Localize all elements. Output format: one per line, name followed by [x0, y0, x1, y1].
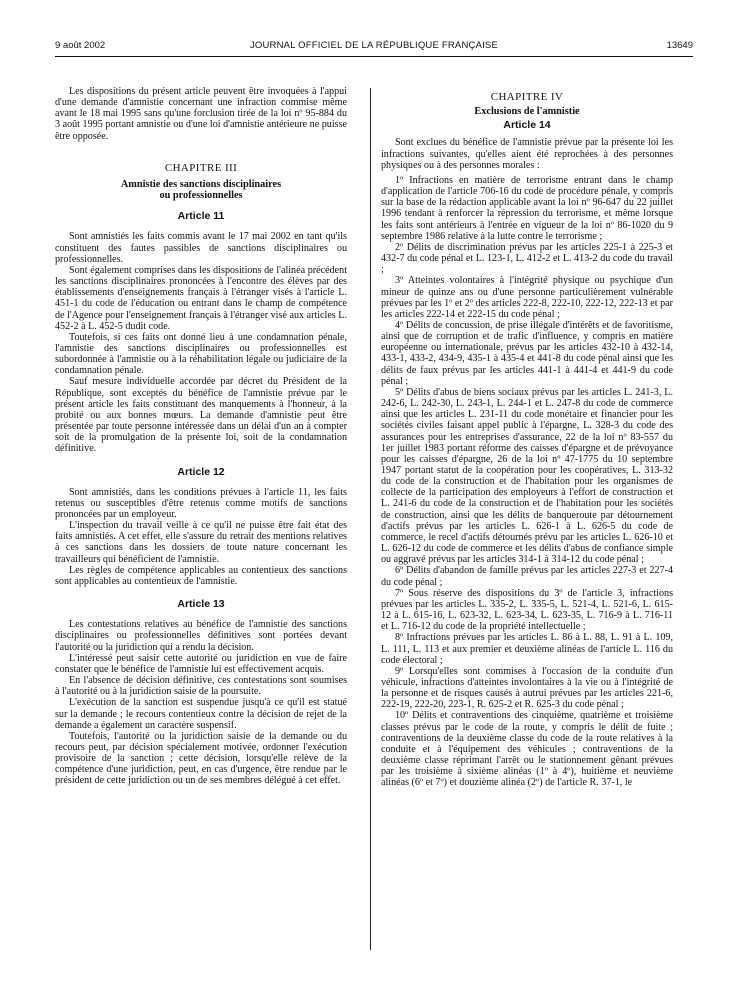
chapter-3-heading: CHAPITRE III	[164, 161, 238, 174]
chapter-4-subtitle: Exclusions de l'amnistie	[474, 106, 580, 118]
article-14-paragraph: Sont exclues du bénéfice de l'amnistie prévue par la présente loi les infractions suivantes, qu'elles aient été reprochées à des personnes physiques ou à des personnes morales :	[381, 137, 673, 171]
chapter-4-heading: CHAPITRE IV	[490, 91, 564, 103]
article-13-heading: Article 13	[177, 598, 225, 611]
page-number: 13649	[666, 40, 693, 51]
article-11-heading: Article 11	[177, 210, 225, 223]
article-14-item: 3º Atteintes volontaires à l'intégrité physique ou psychique d'un mineur de quinze ans ou d'une personne particulièrement vulnérable prévues par les 1º et 2º des articles 222-8, 222-10, 222-12, 222-13 et par les articles 222-14 et 222-15 du code pénal ;	[381, 275, 673, 320]
chapter-3-subtitle-line-2: ou professionnelles	[159, 190, 243, 202]
page-header	[55, 40, 693, 56]
article-12-heading: Article 12	[177, 465, 225, 478]
right-column	[381, 92, 673, 789]
journal-title: JOURNAL OFFICIEL DE LA RÉPUBLIQUE FRANÇAISE	[249, 40, 499, 51]
header-rule	[55, 56, 693, 57]
article-12-paragraph: Les règles de compétence applicables au contentieux des sanctions sont applicables au contentieux de l'amnistie.	[55, 564, 347, 587]
left-column	[55, 86, 347, 787]
article-14-item: 7º Sous réserve des dispositions du 3º de l'article 3, infractions prévues par les articles L. 335-2, L. 335-5, L. 521-4, L. 521-6, L. 615-12 à L. 615-16, L. 623-32, L. 623-34, L. 623-35, L. 716-9 à L. 716-11 et L. 716-12 du code de la propriété intellectuelle ;	[381, 587, 673, 633]
header-date: 9 août 2002	[55, 40, 106, 51]
article-11-paragraph: Toutefois, si ces faits ont donné lieu à une condamnation pénale, l'amnistie des sanctions disciplinaires ou professionnelles est subordonnée à l'amnistie ou à la réhabilitation légale ou judiciaire de la condamnation pénale.	[55, 331, 347, 377]
intro-paragraph: Les dispositions du présent article peuvent être invoquées à l'appui d'une demande d'amnistie concernant une infraction commise même avant le 18 mai 1995 sans qu'une forclusion tirée de la loi nº 95-884 du 3 août 1995 portant amnistie ou d'une loi d'amnistie antérieure ne puisse être opposée.	[55, 86, 347, 142]
article-14-item: 4º Délits de concussion, de prise illégale d'intérêts et de favoritisme, ainsi que de corruption et de trafic d'influence, y compris en matière européenne ou internationale, prévus par les articles 432-10 à 432-14, 433-1, 433-2, 434-9, 435-1 à 435-4 et 441-8 du code pénal ainsi que les délits de faux prévus par les articles 441-1 à 441-4 et 441-9 du code pénal ;	[381, 319, 673, 387]
article-14-item: 9º Lorsqu'elles sont commises à l'occasion de la conduite d'un véhicule, infractions d'atteintes involontaires à la vie ou à l'intégrité de la personne et de risques causés à autrui prévues par les articles 221-6, 222-19, 222-20, 223-1, R. 625-2 et R. 625-3 du code pénal ;	[381, 665, 673, 711]
article-11-paragraph: Sont amnistiés les faits commis avant le 17 mai 2002 en tant qu'ils constituent des fautes passibles de sanctions disciplinaires ou professionnelles.	[55, 231, 347, 265]
article-14-item: 6º Délits d'abandon de famille prévus par les articles 227-3 et 227-4 du code pénal ;	[381, 565, 673, 588]
article-13-paragraph: L'exécution de la sanction est suspendue jusqu'à ce qu'il est statué sur la demande ; le recours contentieux contre la décision de rejet de la demande a également un caractère suspensif.	[55, 697, 347, 731]
column-divider	[370, 88, 371, 950]
article-13-paragraph: Toutefois, l'autorité ou la juridiction saisie de la demande ou du recours peut, par décision spécialement motivée, ordonner l'exécution provisoire de la sanction ; cette décision, lorsqu'elle relève de la compétence d'une juridiction, peut, en cas d'urgence, être rendue par le président de cette juridiction ou un de ses membres délégué à cet effet.	[55, 730, 347, 787]
chapter-3-subtitle-line-1: Amnistie des sanctions disciplinaires	[120, 178, 282, 190]
article-12-paragraph: L'inspection du travail veille à ce qu'il ne puisse être fait état des faits amnistiés. A cet effet, elle s'assure du retrait des mentions relatives à ces sanctions dans les dossiers de toute nature concernant les travailleurs qui bénéficient de l'amnistie.	[55, 520, 347, 565]
article-13-paragraph: L'intéressé peut saisir cette autorité ou juridiction en vue de faire constater que le bénéfice de l'amnistie lui est effectivement acquis.	[55, 652, 347, 675]
article-12-paragraph: Sont amnistiés, dans les conditions prévues à l'article 11, les faits retenus ou susceptibles d'être retenus comme motifs de sanctions prononcées par un employeur.	[55, 486, 347, 520]
article-14-item: 8º Infractions prévues par les articles L. 86 à L. 88, L. 91 à L. 109, L. 111, L. 113 et aux premier et deuxième alinéas de l'article L. 116 du code électoral ;	[381, 632, 673, 666]
article-11-paragraph: Sauf mesure individuelle accordée par décret du Président de la République, sont exceptés du bénéfice de l'amnistie prévue par le présent article les faits constituant des manquements à l'honneur, à la probité ou aux bonnes mœurs. La demande d'amnistie peut être présentée par toute personne intéressée dans un délai d'un an à compter soit de la promulgation de la présente loi, soit de la condamnation définitive.	[55, 376, 347, 455]
article-14-item: 10º Délits et contraventions des cinquième, quatrième et troisième classes prévus par le code de la route, y compris le délit de fuite ; contraventions de la deuxième classe du code de la route relatives à la conduite et à l'équipement des véhicules ; contraventions de la deuxième classe réprimant l'arrêt ou le stationnement gênant prévues par les troisième à sixième alinéas (1º à 4º), huitième et neuvième alinéas (6º et 7º) et douzième alinéa (2º) de l'article R. 37-1, le	[381, 710, 673, 789]
article-14-item: 2º Délits de discrimination prévus par les articles 225-1 à 225-3 et 432-7 du code pénal et L. 123-1, L. 412-2 et L. 413-2 du code du travail ;	[381, 241, 673, 276]
article-13-paragraph: Les contestations relatives au bénéfice de l'amnistie des sanctions disciplinaires ou professionnelles définitives sont portées devant l'autorité ou la juridiction qui a rendu la décision.	[55, 619, 347, 653]
article-14-item: 1º Infractions en matière de terrorisme entrant dans le champ d'application de l'article 706-16 du code de procédure pénale, y compris sur la base de la rédaction applicable avant la loi nº 96-647 du 22 juillet 1996 tendant à renforcer la répression du terrorisme, et même lorsque les faits sont antérieurs à l'entrée en vigueur de la loi nº 86-1020 du 9 septembre 1986 relative à la lutte contre le terrorisme ;	[381, 174, 673, 242]
article-11-paragraph: Sont également comprises dans les dispositions de l'alinéa précédent les sanctions disciplinaires prononcées à l'encontre des élèves par des établissements d'enseignements français à l'étranger visés à l'article L. 451-1 du code de l'éducation ou entrant dans le champ de compétence de l'Agence pour l'enseignement français à l'étranger visé aux articles L. 452-2 à L. 452-5 dudit code.	[55, 264, 347, 332]
article-14-heading: Article 14	[503, 119, 551, 132]
article-13-paragraph: En l'absence de décision définitive, ces contestations sont soumises à l'autorité ou à la juridiction saisie de la poursuite.	[55, 675, 347, 698]
article-14-item: 5º Délits d'abus de biens sociaux prévus par les articles L. 241-3, L. 242-6, L. 242-30, L. 243-1, L. 244-1 et L. 247-8 du code de commerce ainsi que les articles L. 231-11 du code monétaire et financier pour les sociétés civiles faisant appel public à l'épargne, L. 328-3 du code des assurances pour les entreprises d'assurance, 22 de la loi nº 83-557 du 1er juillet 1983 portant réforme des caisses d'épargne et de prévoyance pour les caisses d'épargne, 26 de la loi nº 47-1775 du 10 septembre 1947 portant statut de la coopération pour les coopératives, L. 313-32 du code de la construction et de l'habitation pour les organismes de collecte de la participation des employeurs à l'effort de construction et L. 241-6 du code de la construction et de l'habitation pour les sociétés de construction, ainsi que les délits de banqueroute par détournement d'actifs prévus par les articles L. 626-1 à L. 626-5 du code de commerce, le recel d'actifs détournés prévu par les articles L. 626-10 et L. 626-12 du code de commerce et les délits d'abus de confiance simple ou aggravé prévus par les articles 314-1 à 314-12 du code pénal ;	[381, 386, 673, 566]
